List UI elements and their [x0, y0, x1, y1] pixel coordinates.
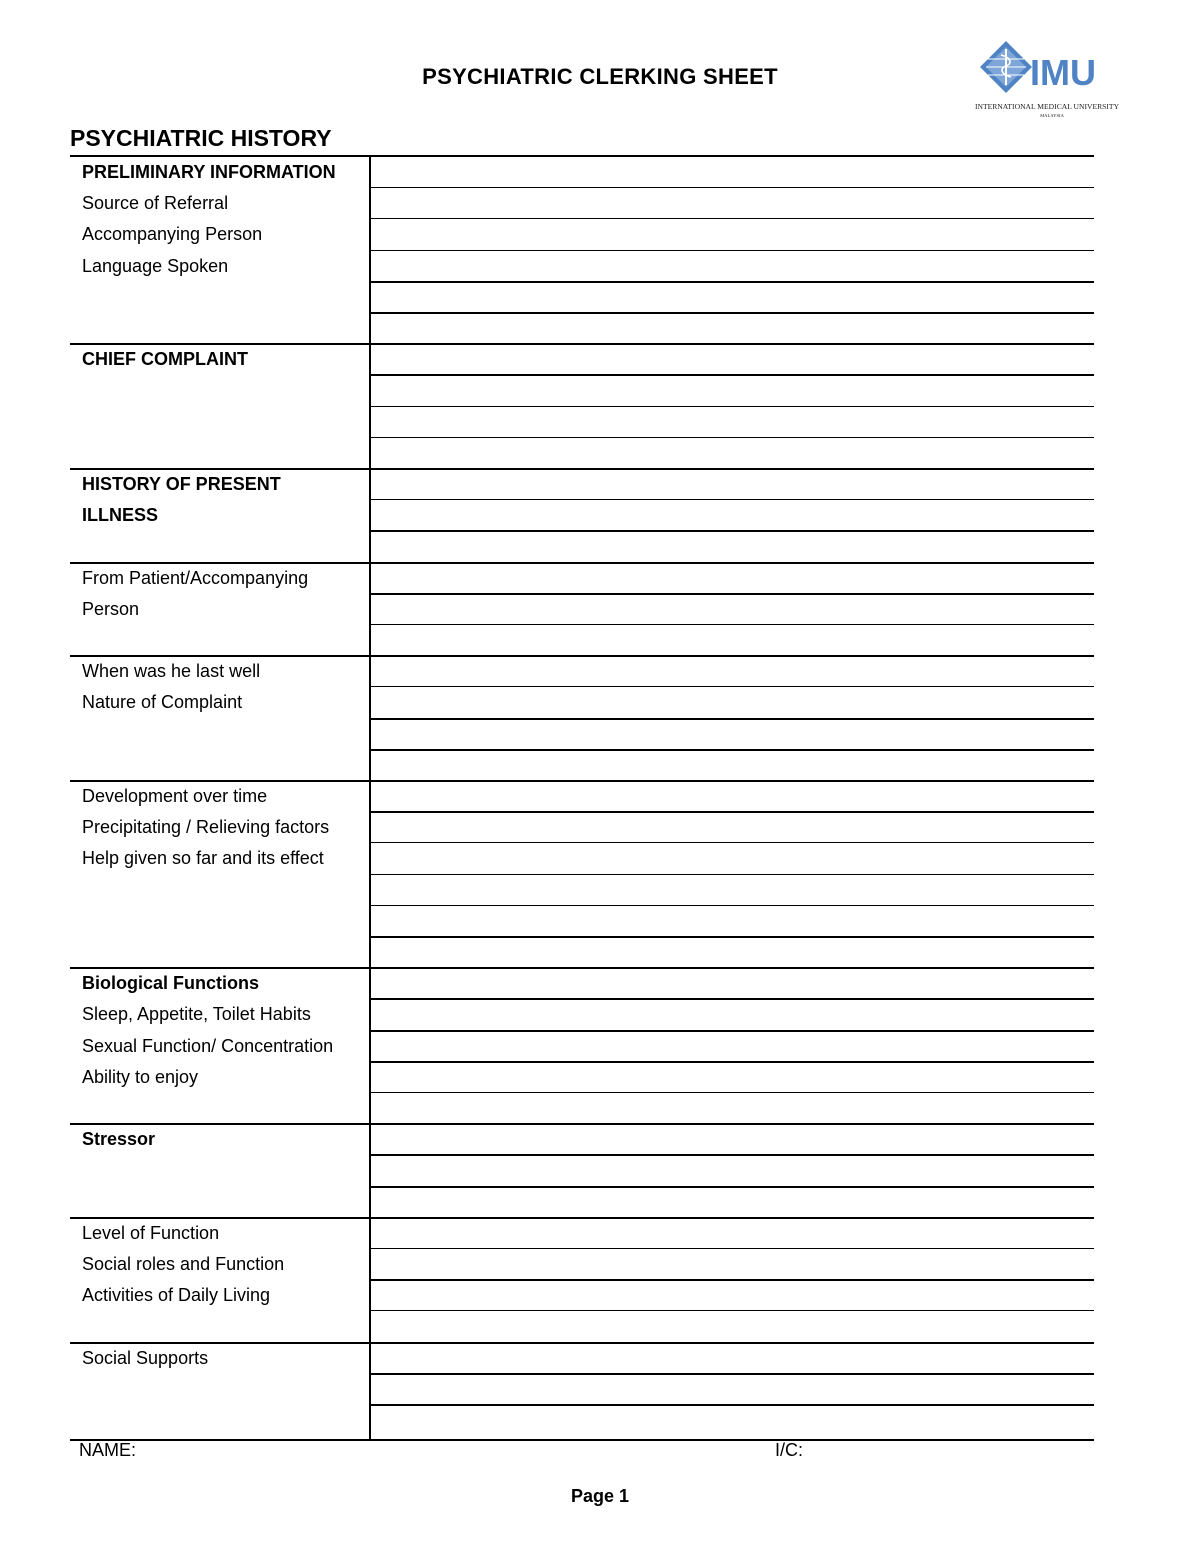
writing-line [370, 1310, 1094, 1311]
entry-field[interactable] [371, 876, 1094, 904]
entry-field[interactable] [371, 969, 1094, 997]
writing-line [370, 874, 1094, 875]
entry-field[interactable] [371, 1063, 1094, 1091]
row-label: Level of Function [82, 1222, 220, 1243]
entry-field[interactable] [371, 720, 1094, 748]
entry-field[interactable] [371, 782, 1094, 810]
entry-field[interactable] [371, 408, 1094, 436]
entry-field[interactable] [371, 283, 1094, 311]
writing-line [370, 250, 1094, 251]
row-label: Language Spoken [82, 255, 229, 276]
entry-field[interactable] [371, 1219, 1094, 1247]
entry-field[interactable] [371, 189, 1094, 217]
row-label: Development over time [82, 786, 268, 806]
row-label: Social Supports [82, 1347, 209, 1368]
entry-field[interactable] [371, 626, 1094, 654]
row-label: Social roles and Function [82, 1254, 285, 1274]
row-label: ILLNESS [82, 505, 159, 526]
logo-wordmark: IMU [1030, 52, 1096, 93]
writing-line [370, 1092, 1094, 1093]
entry-field[interactable] [371, 1000, 1094, 1028]
entry-field[interactable] [371, 158, 1094, 186]
entry-field[interactable] [371, 564, 1094, 592]
entry-field[interactable] [371, 376, 1094, 404]
entry-field[interactable] [371, 1032, 1094, 1060]
row-label: When was he last well [82, 661, 261, 682]
entry-field[interactable] [371, 595, 1094, 623]
entry-field[interactable] [371, 688, 1094, 716]
entry-field[interactable] [371, 751, 1094, 779]
entry-field[interactable] [371, 1375, 1094, 1403]
writing-line [370, 187, 1094, 188]
row-label: CHIEF COMPLAINT [82, 349, 248, 370]
row-label: Activities of Daily Living [82, 1285, 271, 1306]
row-label: HISTORY OF PRESENT [82, 474, 281, 494]
entry-field[interactable] [371, 1406, 1094, 1434]
row-label: Stressor [82, 1129, 156, 1150]
page-number: Page 1 [570, 1486, 630, 1506]
writing-line [370, 842, 1094, 843]
imu-logo [964, 40, 1130, 120]
entry-field[interactable] [371, 345, 1094, 373]
row-label: Ability to enjoy [82, 1066, 199, 1087]
entry-field[interactable] [371, 1125, 1094, 1153]
entry-field[interactable] [371, 532, 1094, 560]
logo-country: MALAYSIA [1040, 113, 1064, 118]
ic-label: I/C: [775, 1440, 804, 1460]
entry-field[interactable] [371, 1094, 1094, 1122]
entry-field[interactable] [371, 220, 1094, 248]
writing-line [370, 499, 1094, 500]
row-label: Accompanying Person [82, 224, 263, 245]
entry-field[interactable] [371, 1281, 1094, 1309]
entry-field[interactable] [371, 844, 1094, 872]
row-label: Sexual Function/ Concentration [82, 1035, 334, 1056]
writing-line [370, 437, 1094, 438]
row-label: Nature of Complaint [82, 692, 243, 713]
entry-field[interactable] [371, 252, 1094, 280]
entry-field[interactable] [371, 439, 1094, 467]
writing-line [370, 905, 1094, 906]
entry-field[interactable] [371, 314, 1094, 342]
entry-field[interactable] [371, 657, 1094, 685]
name-label: NAME: [79, 1440, 137, 1460]
entry-field[interactable] [371, 1156, 1094, 1184]
writing-line [370, 624, 1094, 625]
row-label: PRELIMINARY INFORMATION [82, 162, 336, 182]
row-label: Sleep, Appetite, Toilet Habits [82, 1004, 311, 1025]
writing-line [370, 686, 1094, 687]
entry-field[interactable] [371, 1344, 1094, 1372]
writing-line [370, 218, 1094, 219]
entry-field[interactable] [371, 1188, 1094, 1216]
row-label: From Patient/Accompanying [82, 567, 309, 588]
row-label: Person [82, 598, 140, 619]
entry-field[interactable] [371, 907, 1094, 935]
entry-field[interactable] [371, 501, 1094, 529]
row-label: Source of Referral [82, 193, 229, 214]
logo-subtitle: INTERNATIONAL MEDICAL UNIVERSITY [974, 102, 1120, 111]
imu-logo-icon [964, 40, 1130, 120]
clerking-form-table [70, 155, 1094, 1441]
entry-field[interactable] [371, 813, 1094, 841]
row-label: Biological Functions [82, 973, 260, 994]
entry-field[interactable] [371, 1312, 1094, 1340]
entry-field[interactable] [371, 470, 1094, 498]
writing-line [370, 1248, 1094, 1249]
section-heading: PSYCHIATRIC HISTORY [70, 125, 332, 151]
entry-field[interactable] [371, 938, 1094, 966]
entry-field[interactable] [371, 1250, 1094, 1278]
row-label: Help given so far and its effect [82, 848, 324, 869]
writing-line [370, 406, 1094, 407]
sheet-title: PSYCHIATRIC CLERKING SHEET [422, 64, 778, 89]
row-label: Precipitating / Relieving factors [82, 817, 330, 838]
